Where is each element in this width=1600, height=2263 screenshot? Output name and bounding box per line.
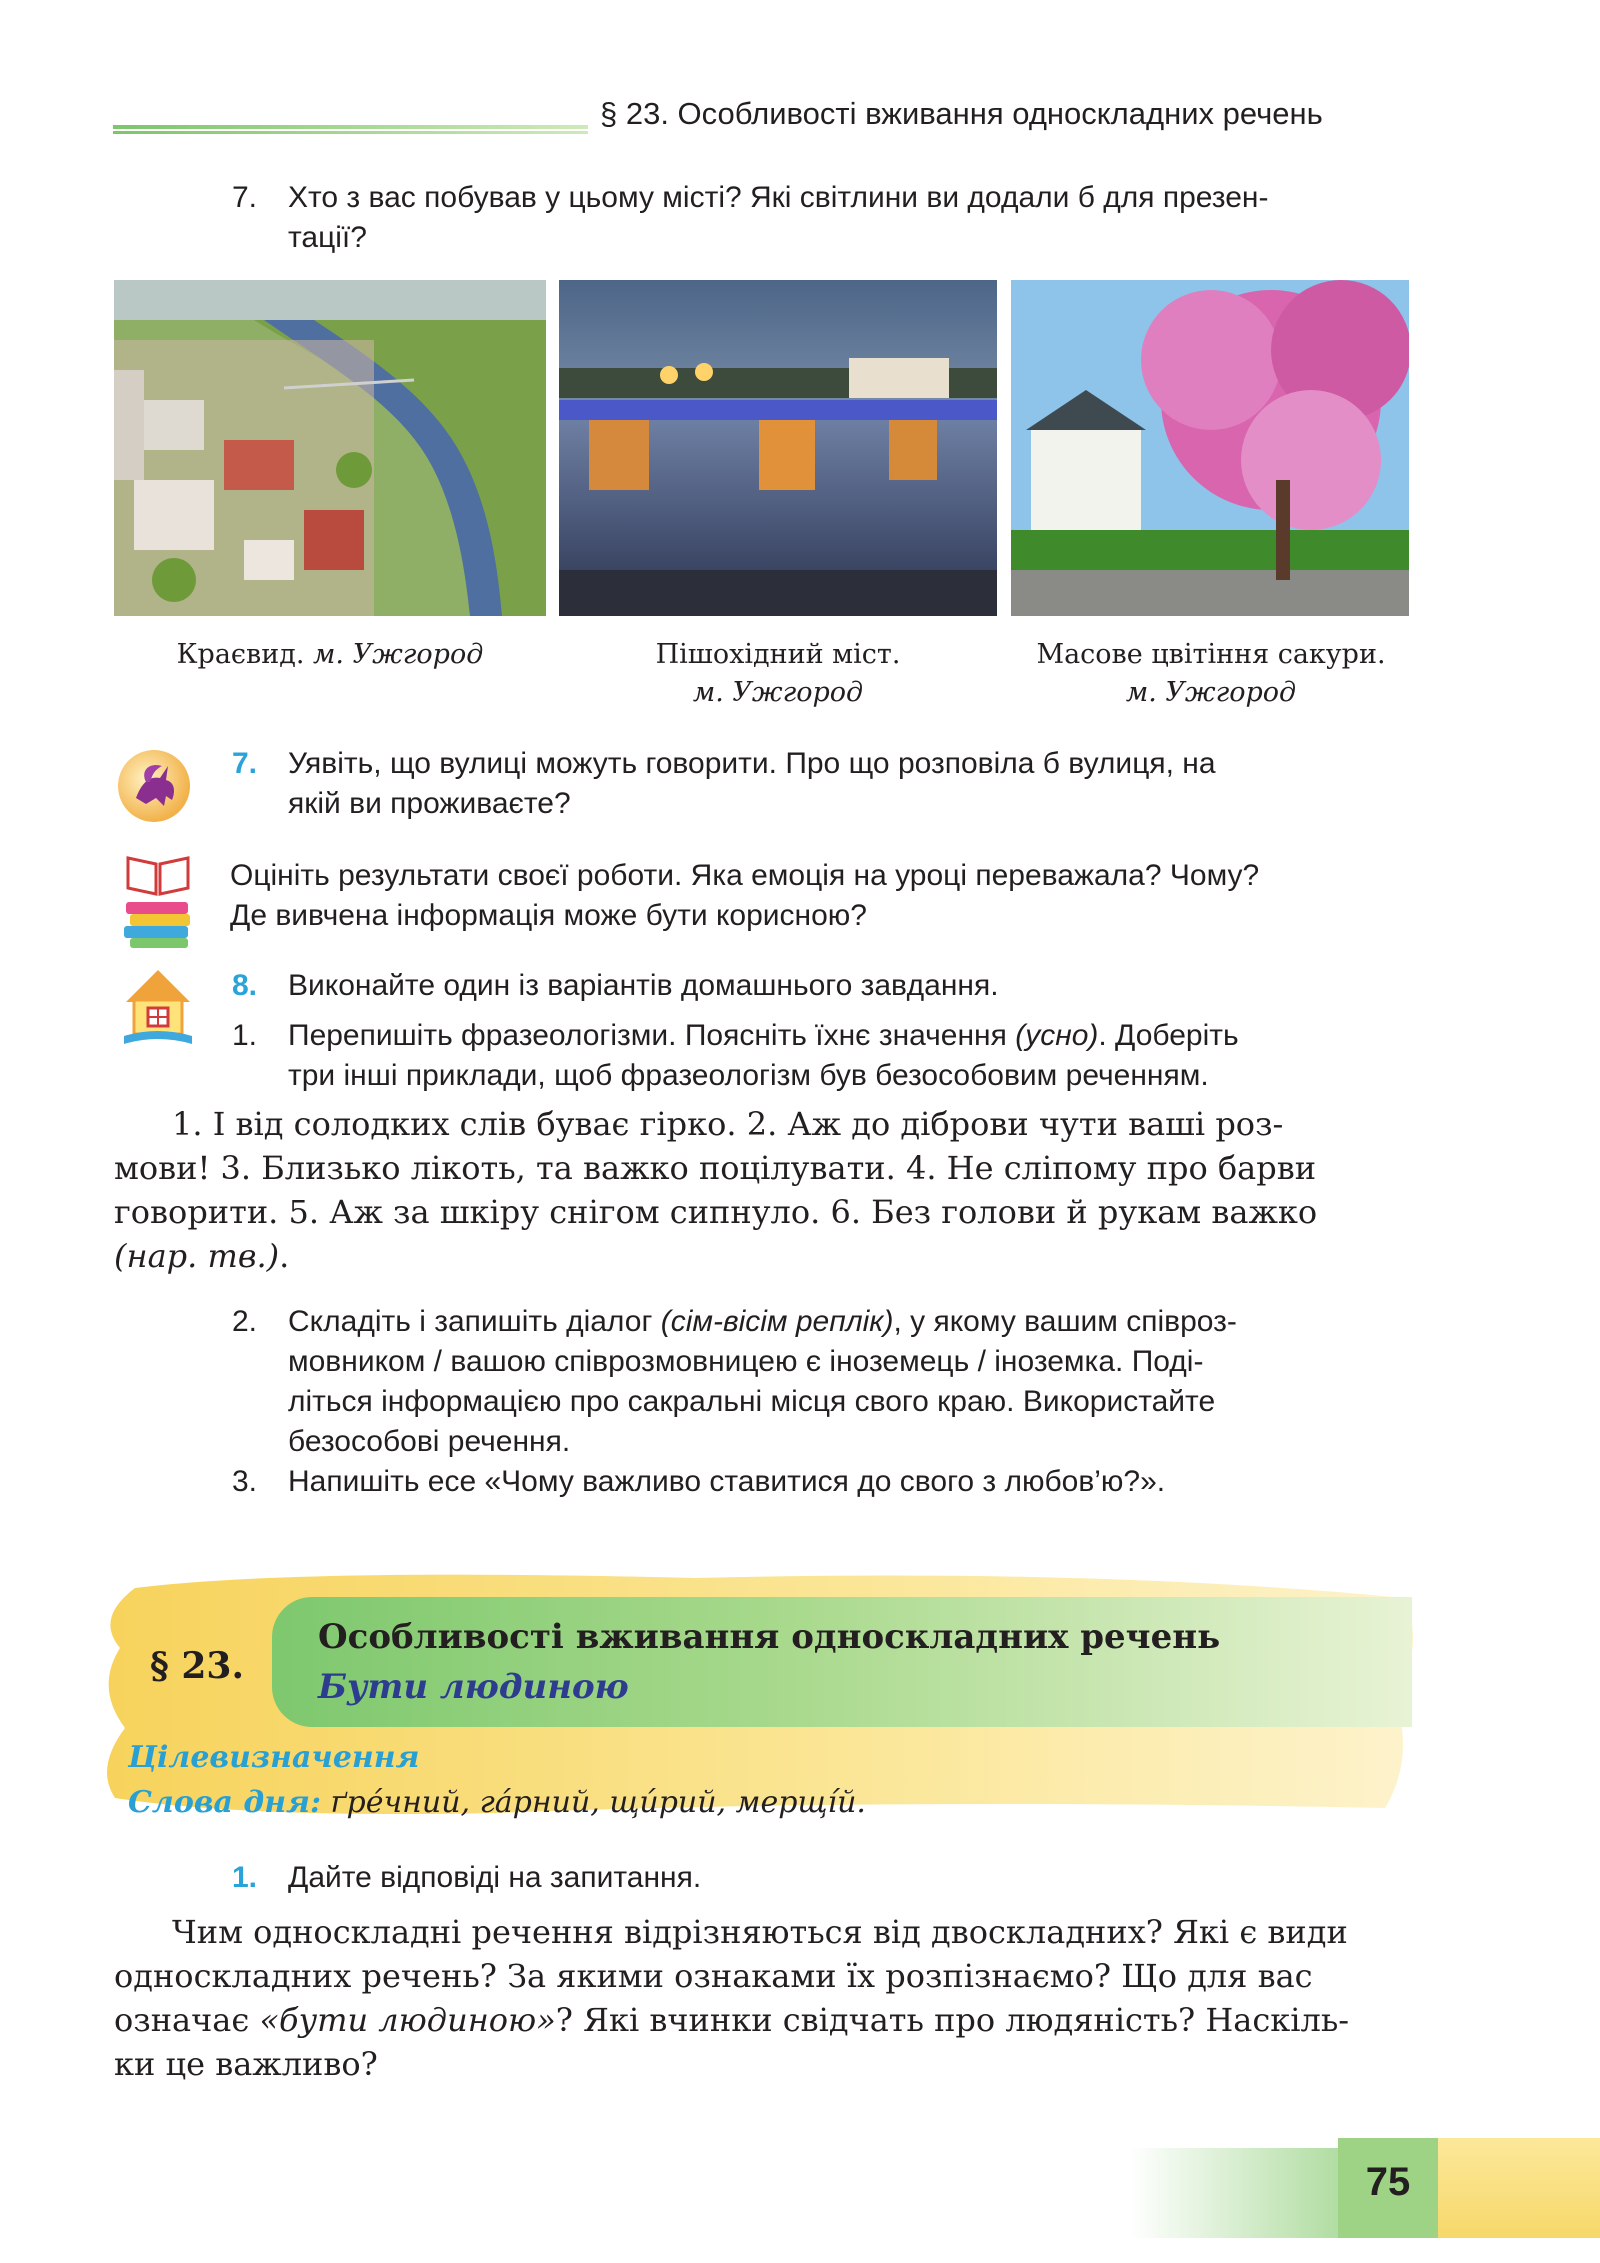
task-text: Виконайте один із варіантів домашнього завдання.	[288, 969, 999, 1002]
option-text-italic: (усно)	[1015, 1019, 1099, 1052]
questions-line4: ки це важливо?	[114, 2045, 378, 2083]
questions-italic: «бути людиною»	[259, 2001, 556, 2039]
questions-line2: односкладних речень? За якими ознаками їх розпізнаємо? Що для вас	[114, 1957, 1313, 1995]
option-text-part: , у якому вашим співроз-	[893, 1305, 1237, 1338]
option-text-line2: мовником / вашою співрозмовницею є іноземець / іноземка. Поді-	[288, 1345, 1204, 1378]
phrases-line4	[114, 1234, 289, 1278]
questions-part: ? Які вчинки свідчать про людяність? Наскіль-	[555, 2001, 1350, 2039]
phrases-end: .	[279, 1237, 290, 1275]
reflection-line1: Оцініть результати своєї роботи. Яка емоція на уроці переважала? Чому?	[230, 859, 1260, 892]
option-text-line3: літься інформацією про сакральні місця свого краю. Використайте	[288, 1385, 1216, 1418]
books-icon	[120, 852, 196, 952]
option-text-italic: (сім-вісім реплік)	[660, 1305, 894, 1338]
caption-city: м. Ужгород	[692, 677, 864, 708]
photo-sakura-blossom	[1011, 280, 1409, 616]
photo-panorama-uzhhorod	[114, 280, 546, 616]
task-text-line1: Уявіть, що вулиці можуть говорити. Про що розповіла б вулиця, на	[288, 747, 1216, 780]
caption-text: Масове цвітіння сакури.	[1036, 639, 1386, 670]
option-text-line2: три інші приклади, щоб фразеологізм був безособовим реченням.	[288, 1059, 1209, 1092]
running-header: § 23. Особливості вживання односкладних речень	[600, 96, 1323, 131]
section-number: § 23.	[150, 1645, 244, 1687]
option-text-line1	[288, 1016, 1239, 1056]
task-number: 7.	[232, 181, 258, 214]
phrases-source: (нар. тв.)	[114, 1237, 280, 1275]
option-text-part: . Доберіть	[1098, 1019, 1239, 1052]
caption-bridge	[559, 636, 997, 712]
caption-panorama	[114, 636, 546, 674]
questions-line1: Чим односкладні речення відрізняються від двоскладних? Які є види	[172, 1913, 1348, 1951]
task-text-line1: Хто з вас побував у цьому місті? Які світлини ви додали б для презен-	[288, 181, 1269, 214]
option-text-part: Перепишіть фразеологізми. Поясніть їхнє значення	[288, 1019, 1016, 1052]
questions-line3	[114, 1998, 1349, 2042]
task-number: 1.	[232, 1861, 258, 1894]
words-list: ґре́чний, га́рний, щи́рий, мерщі́й.	[321, 1785, 866, 1820]
reflection-line2: Де вивчена інформація може бути корисною?	[230, 899, 867, 932]
header-rule	[113, 125, 588, 135]
option-number: 2.	[232, 1305, 258, 1338]
caption-text: Пішохідний міст.	[655, 639, 901, 670]
goal-setting-label: Цілевизначення	[128, 1740, 420, 1775]
words-of-the-day	[128, 1785, 866, 1820]
option-text-line4: безособові речення.	[288, 1425, 571, 1458]
option-number: 3.	[232, 1465, 258, 1498]
house-icon	[120, 966, 196, 1046]
pegasus-icon	[116, 746, 194, 826]
phrases-line3: говорити. 5. Аж за шкіру снігом сипнуло. 6. Без голови й рукам важко	[114, 1193, 1318, 1231]
questions-part: означає	[114, 2001, 260, 2039]
caption-text: Краєвид.	[176, 639, 314, 670]
task-number: 8.	[232, 969, 258, 1002]
option-number: 1.	[232, 1019, 258, 1052]
photo-pedestrian-bridge	[559, 280, 997, 616]
footer-strip	[1438, 2138, 1600, 2238]
words-label: Слова дня:	[128, 1785, 322, 1820]
phrases-line1: 1. І від солодких слів буває гірко. 2. Аж до діброви чути ваші роз-	[172, 1105, 1284, 1143]
option-text-part: Складіть і запишіть діалог	[288, 1305, 661, 1338]
phrases-line2: мови! 3. Близько лікоть, та важко поцілувати. 4. Не сліпому про барви	[114, 1149, 1317, 1187]
option-text-line1	[288, 1302, 1237, 1342]
page-number: 75	[1365, 2160, 1411, 2204]
caption-city: м. Ужгород	[313, 639, 484, 670]
task-text-line2: тації?	[288, 221, 367, 254]
section-subtitle: Бути людиною	[318, 1667, 629, 1707]
task-number: 7.	[232, 747, 258, 780]
section-title: Особливості вживання односкладних речень	[318, 1617, 1221, 1657]
caption-city: м. Ужгород	[1125, 677, 1297, 708]
caption-sakura	[1011, 636, 1411, 712]
option-text: Напишіть есе «Чому важливо ставитися до свого з любов’ю?».	[288, 1465, 1166, 1498]
task-text: Дайте відповіді на запитання.	[288, 1861, 702, 1894]
task-text-line2: якій ви проживаєте?	[288, 787, 571, 820]
